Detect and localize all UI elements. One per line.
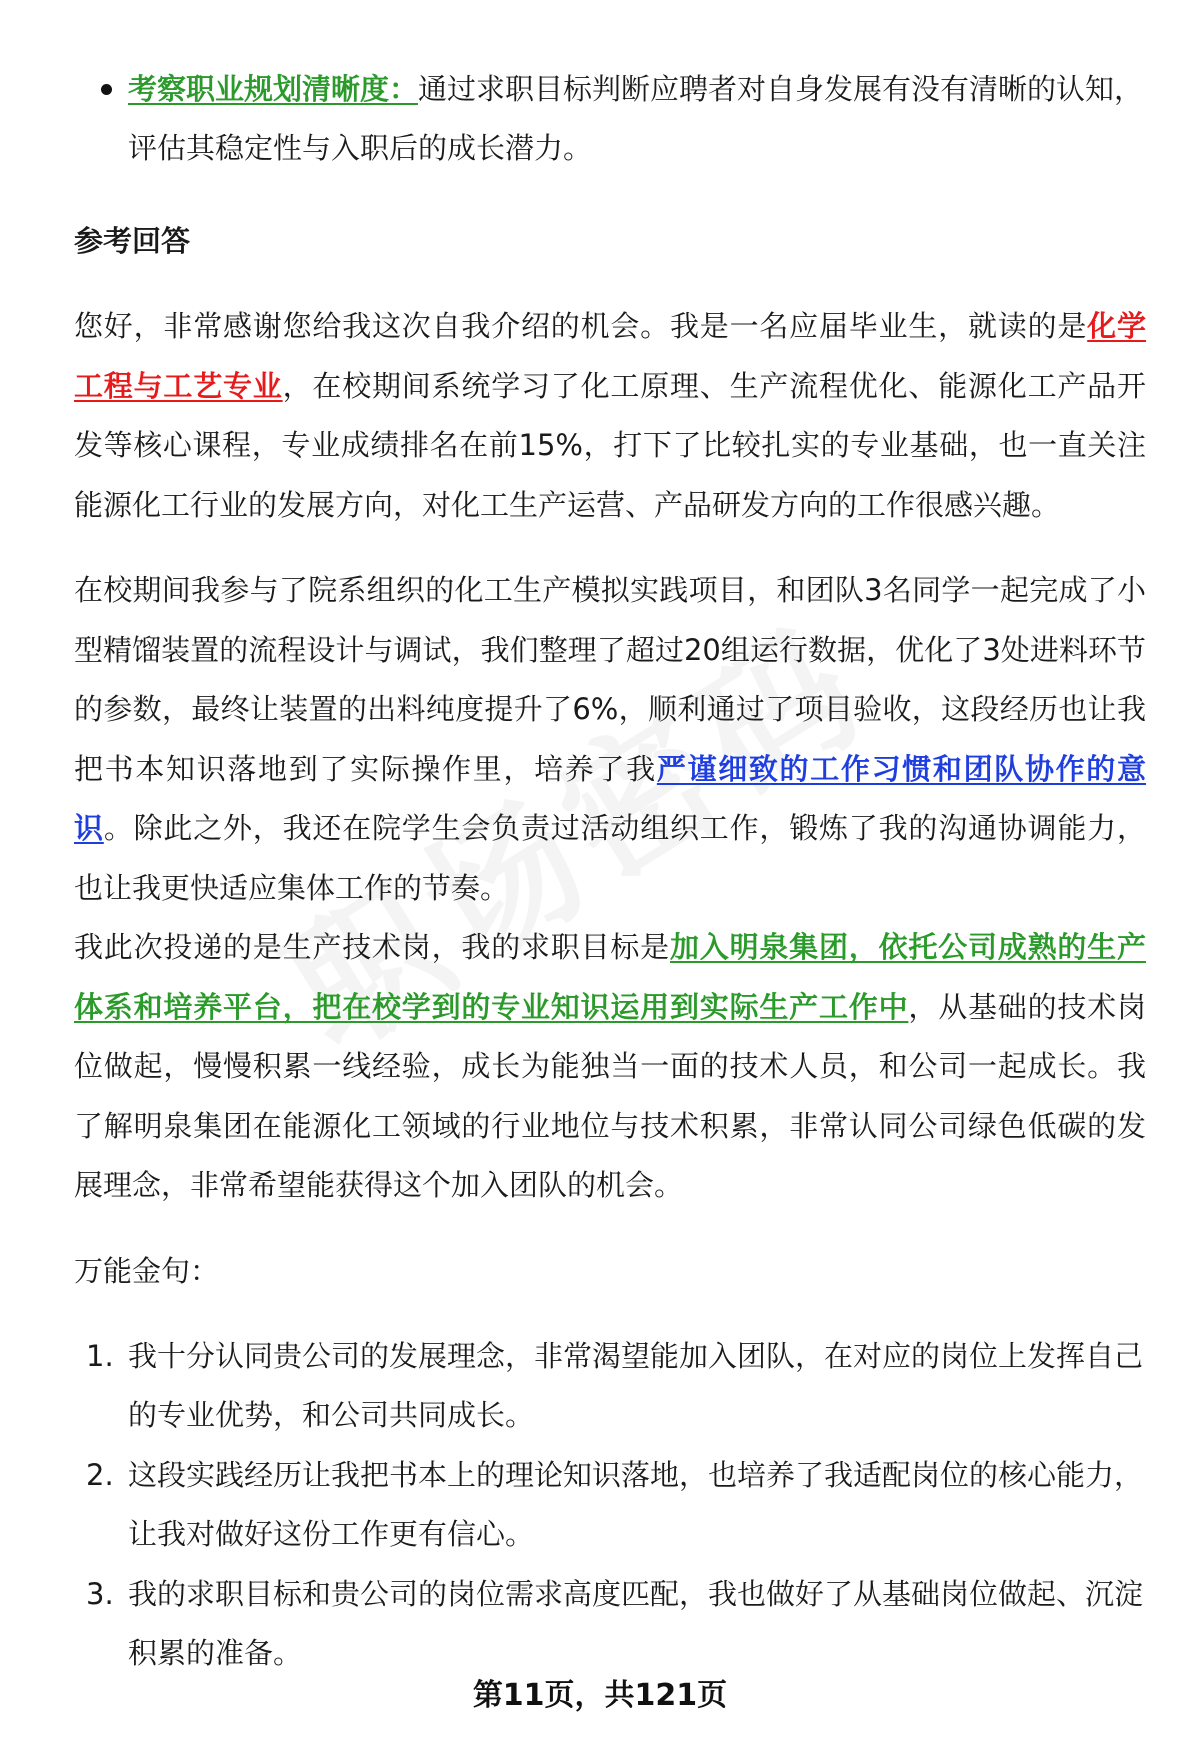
phrases-label: 万能金句： [74,1253,220,1288]
list-item [74,1327,1146,1446]
para3-text1: 我此次投递的是生产技术岗，我的求职目标是 [74,930,670,964]
bullet-dot-icon [101,84,112,95]
phrases-list [74,1327,1146,1684]
list-item-text: 我十分认同贵公司的发展理念，非常渴望能加入团队，在对应的岗位上发挥自己的专业优势，和公司共同成长。 [128,1338,1144,1432]
para1-text2: ，在校期间系统学习了化工原理、生产流程优化、能源化工产品开发等核心课程，专业成绩排名在前15%，打下了比较扎实的专业基础，也一直关注能源化工行业的发展方向，对化工生产运营、产品研发方向的工作很感兴趣。 [74,368,1146,522]
para3-highlight: 加入明泉集团，依托公司成熟的生产体系和培养平台，把在校学到的专业知识运用到实际生产工作中 [74,930,1146,1024]
answer-paragraph-2 [74,561,1146,918]
section-heading: 参考回答 [74,224,191,258]
para3-text2: ，从基础的技术岗位做起，慢慢积累一线经验，成长为能独当一面的技术人员，和公司一起成长。我了解明泉集团在能源化工领域的行业地位与技术积累，非常认同公司绿色低碳的发展理念，非常希望能获得这个加入团队的机会。 [74,989,1146,1202]
list-item-text: 这段实践经历让我把书本上的理论知识落地，也培养了我适配岗位的核心能力，让我对做好这份工作更有信心。 [128,1457,1144,1551]
list-item-text: 我的求职目标和贵公司的岗位需求高度匹配，我也做好了从基础岗位做起、沉淀积累的准备。 [128,1576,1144,1670]
list-number: 3. [86,1576,114,1611]
para2-text2: 。除此之外，我还在院学生会负责过活动组织工作，锻炼了我的沟通协调能力，也让我更快适应集体工作的节奏。 [74,811,1146,905]
para1-highlight: 化学工程与工艺专业 [74,309,1146,403]
list-number: 2. [86,1457,114,1492]
bullet-text: 通过求职目标判断应聘者对自身发展有没有清晰的认知，评估其稳定性与入职后的成长潜力。 [128,72,1144,165]
answer-paragraph-1 [74,297,1146,535]
list-item [74,1565,1146,1684]
list-item [74,1446,1146,1565]
list-number: 1. [86,1338,114,1373]
bullet-item [74,60,1146,178]
answer-paragraph-3 [74,918,1146,1216]
bullet-title: 考察职业规划清晰度： [128,72,419,106]
para2-highlight: 严谨细致的工作习惯和团队协作的意识 [74,751,1146,845]
para2-text1: 在校期间我参与了院系组织的化工生产模拟实践项目，和团队3名同学一起完成了小型精馏装置的流程设计与调试，我们整理了超过20组运行数据，优化了3处进料环节的参数，最终让装置的出料纯度提升了6%，顺利通过了项目验收，这段经历也让我把书本知识落地到了实际操作里，培养了我 [74,573,1146,786]
para1-text1: 您好，非常感谢您给我这次自我介绍的机会。我是一名应届毕业生，就读的是 [74,309,1088,343]
page-footer: 第11页，共121页 [472,1678,728,1713]
document-content [74,60,1146,1684]
